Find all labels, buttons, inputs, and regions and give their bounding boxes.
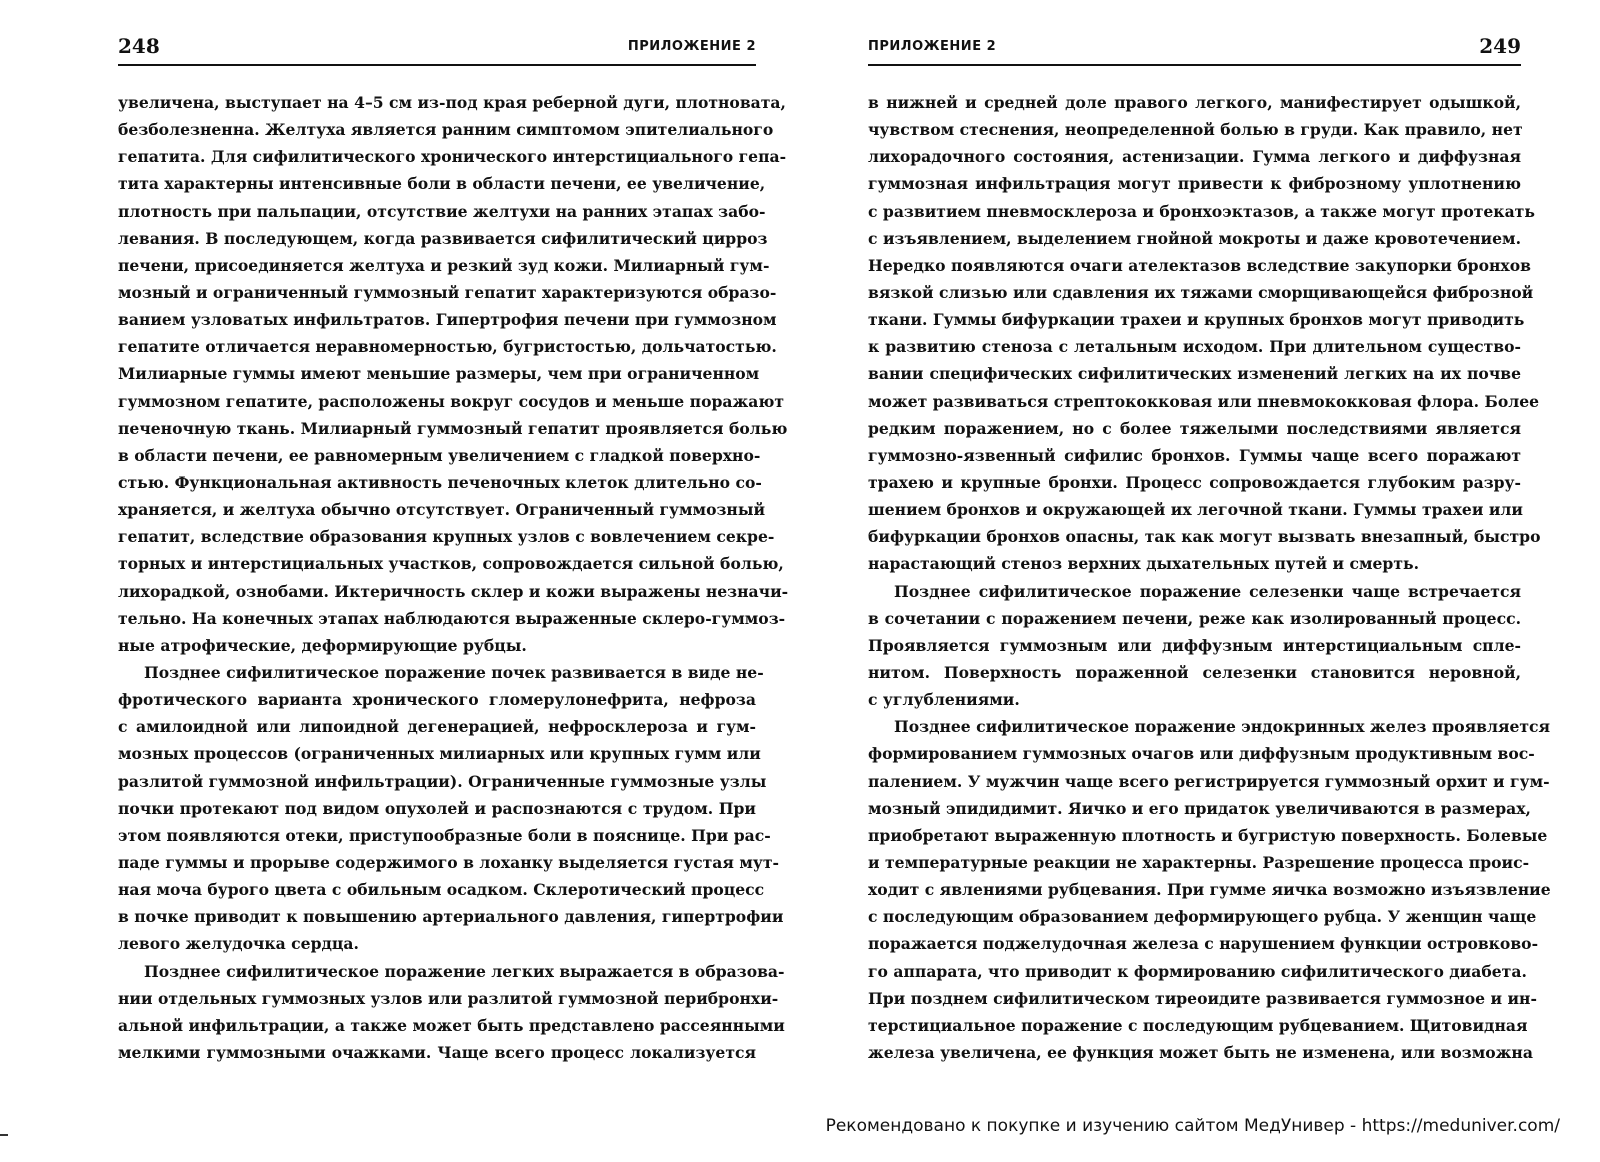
text-line: формированием гуммозных очагов или диффузным продуктивным вос- xyxy=(868,744,1535,764)
text-line: ная моча бурого цвета с обильным осадком. Склеротический процесс xyxy=(118,880,765,900)
text-line: гепатите отличается неравномерностью, бугристостью, дольчатостью. xyxy=(118,337,777,357)
text-line: Нередко появляются очаги ателектазов вследствие закупорки бронхов xyxy=(868,255,1531,275)
text-line: в нижней и средней доле правого легкого, манифестирует одышкой, xyxy=(868,93,1521,112)
page-number: 248 xyxy=(118,34,160,58)
running-head: ПРИЛОЖЕНИЕ 2 xyxy=(627,39,756,54)
text-line: мозный эпидидимит. Яичко и его придаток увеличиваются в размерах, xyxy=(868,798,1531,818)
text-line: ткани. Гуммы бифуркации трахеи и крупных бронхов могут приводить xyxy=(868,310,1525,330)
text-line: храняется, и желтуха обычно отсутствует. Ограниченный гуммозный xyxy=(118,500,766,520)
right-page xyxy=(868,34,1551,1066)
text-line: гепатита. Для сифилитического хронического интерстициального гепа- xyxy=(118,147,787,167)
text-line: увеличена, выступает на 4–5 см из-под края реберной дуги, плотновата, xyxy=(118,93,786,112)
running-head: ПРИЛОЖЕНИЕ 2 xyxy=(868,39,997,54)
footer-watermark-text: Рекомендовано к покупке и изучению сайтом МедУнивер - https://meduniver.com/ xyxy=(825,1116,1560,1136)
text-line: Позднее сифилитическое поражение эндокринных желез проявляется xyxy=(894,717,1551,737)
text-line: ные атрофические, деформирующие рубцы. xyxy=(118,635,527,655)
text-line: ванием узловатых инфильтратов. Гипертрофия печени при гуммозном xyxy=(118,310,777,330)
text-line: приобретают выраженную плотность и бугристую поверхность. Болевые xyxy=(868,825,1548,845)
text-line: паде гуммы и прорыве содержимого в лоханку выделяется густая мут- xyxy=(118,852,780,872)
text-line: в почке приводит к повышению артериального давления, гипертрофии xyxy=(118,907,784,927)
text-line: мозных процессов (ограниченных милиарных или крупных гумм или xyxy=(118,744,761,764)
text-line: гепатит, вследствие образования крупных узлов с вовлечением секре- xyxy=(118,527,775,547)
text-line: торных и интерстициальных участков, сопровождается сильной болью, xyxy=(118,554,784,574)
text-line: печени, присоединяется желтуха и резкий зуд кожи. Милиарный гум- xyxy=(118,255,770,275)
text-line: стью. Функциональная активность печеночных клеток длительно со- xyxy=(118,472,762,492)
page-header xyxy=(868,34,1521,66)
scan-mark xyxy=(0,1134,8,1136)
text-line: печеночную ткань. Милиарный гуммозный гепатит проявляется болью xyxy=(118,418,788,438)
text-line: этом появляются отеки, приступообразные боли в пояснице. При рас- xyxy=(118,825,771,845)
text-line: почки протекают под видом опухолей и распознаются с трудом. При xyxy=(118,798,756,818)
text-line: гуммозно-язвенный сифилис бронхов. Гуммы чаще всего поражают xyxy=(868,445,1521,465)
text-line: гуммозная инфильтрация могут привести к фиброзному уплотнению xyxy=(868,174,1521,194)
text-line: трахею и крупные бронхи. Процесс сопровождается глубоким разру- xyxy=(868,472,1521,492)
text-line: палением. У мужчин чаще всего регистрируется гуммозный орхит и гум- xyxy=(868,771,1550,791)
text-line: Проявляется гуммозным или диффузным интерстициальным спле- xyxy=(868,635,1521,655)
text-line: го аппарата, что приводит к формированию сифилитического диабета. xyxy=(868,961,1527,981)
text-line: редким поражением, но с более тяжелыми последствиями является xyxy=(868,418,1521,438)
text-line: мелкими гуммозными очажками. Чаще всего процесс локализуется xyxy=(118,1042,756,1062)
text-line: При позднем сифилитическом тиреоидите развивается гуммозное и ин- xyxy=(868,988,1537,1008)
text-line: альной инфильтрации, а также может быть представлено рассеянными xyxy=(118,1015,785,1035)
text-line: нарастающий стеноз верхних дыхательных путей и смерть. xyxy=(868,554,1420,574)
text-line: поражается поджелудочная железа с нарушением функции островково- xyxy=(868,934,1539,954)
text-line: левого желудочка сердца. xyxy=(118,934,359,954)
text-line: разлитой гуммозной инфильтрации). Ограниченные гуммозные узлы xyxy=(118,771,767,791)
page-body xyxy=(118,89,789,1066)
text-line: нии отдельных гуммозных узлов или разлитой гуммозной перибронхи- xyxy=(118,988,779,1008)
text-line: фротического варианта хронического гломерулонефрита, нефроза xyxy=(118,690,756,710)
text-line: вязкой слизью или сдавления их тяжами сморщивающейся фиброзной xyxy=(868,282,1534,302)
text-line: лихорадочного состояния, астенизации. Гумма легкого и диффузная xyxy=(868,147,1521,167)
text-line: Милиарные гуммы имеют меньшие размеры, чем при ограниченном xyxy=(118,364,760,384)
text-line: Позднее сифилитическое поражение почек развивается в виде не- xyxy=(144,662,764,682)
text-line: Позднее сифилитическое поражение легких выражается в образова- xyxy=(144,961,785,981)
text-line: к развитию стеноза с летальным исходом. При длительном существо- xyxy=(868,337,1521,357)
text-line: мозный и ограниченный гуммозный гепатит характеризуются образо- xyxy=(118,282,777,302)
text-line: плотность при пальпации, отсутствие желтухи на ранних этапах забо- xyxy=(118,201,766,221)
text-line: с последующим образованием деформирующего рубца. У женщин чаще xyxy=(868,907,1537,927)
text-line: нитом. Поверхность пораженной селезенки становится неровной, xyxy=(868,662,1521,682)
text-line: шением бронхов и окружающей их легочной ткани. Гуммы трахеи или xyxy=(868,500,1523,520)
text-line: с углублениями. xyxy=(868,690,1020,710)
text-line: безболезненна. Желтуха является ранним симптомом эпителиального xyxy=(118,120,774,140)
text-line: может развиваться стрептококковая или пневмококковая флора. Более xyxy=(868,391,1540,411)
text-line: с изъявлением, выделением гнойной мокроты и даже кровотечением. xyxy=(868,228,1521,248)
text-line: и температурные реакции не характерны. Разрешение процесса проис- xyxy=(868,852,1530,872)
text-line: с развитием пневмосклероза и бронхоэктазов, а также могут протекать xyxy=(868,201,1535,221)
page-header xyxy=(118,34,756,66)
text-line: вании специфических сифилитических изменений легких на их почве xyxy=(868,364,1521,384)
text-line: лихорадкой, ознобами. Иктеричность склер и кожи выражены незначи- xyxy=(118,581,789,601)
text-line: тита характерны интенсивные боли в области печени, ее увеличение, xyxy=(118,174,766,194)
text-line: ходит с явлениями рубцевания. При гумме яичка возможно изъязвление xyxy=(868,880,1551,900)
text-line: терстициальное поражение с последующим рубцеванием. Щитовидная xyxy=(868,1015,1528,1035)
text-line: в сочетании с поражением печени, реже как изолированный процесс. xyxy=(868,608,1521,628)
text-line: гуммозном гепатите, расположены вокруг сосудов и меньше поражают xyxy=(118,391,784,411)
page-number: 249 xyxy=(1479,34,1521,58)
page-body xyxy=(868,89,1551,1066)
left-page xyxy=(118,34,789,1066)
text-line: железа увеличена, ее функция может быть не изменена, или возможна xyxy=(868,1042,1533,1062)
text-line: в области печени, ее равномерным увеличением с гладкой поверхно- xyxy=(118,445,761,465)
text-line: бифуркации бронхов опасны, так как могут вызвать внезапный, быстро xyxy=(868,527,1541,547)
text-line: левания. В последующем, когда развивается сифилитический цирроз xyxy=(118,228,768,248)
text-line: с амилоидной или липоидной дегенерацией, нефросклероза и гум- xyxy=(118,717,756,737)
text-line: Позднее сифилитическое поражение селезенки чаще встречается xyxy=(894,581,1521,601)
text-line: чувством стеснения, неопределенной болью в груди. Как правило, нет xyxy=(868,120,1523,140)
text-line: тельно. На конечных этапах наблюдаются выраженные склеро-гуммоз- xyxy=(118,608,786,628)
